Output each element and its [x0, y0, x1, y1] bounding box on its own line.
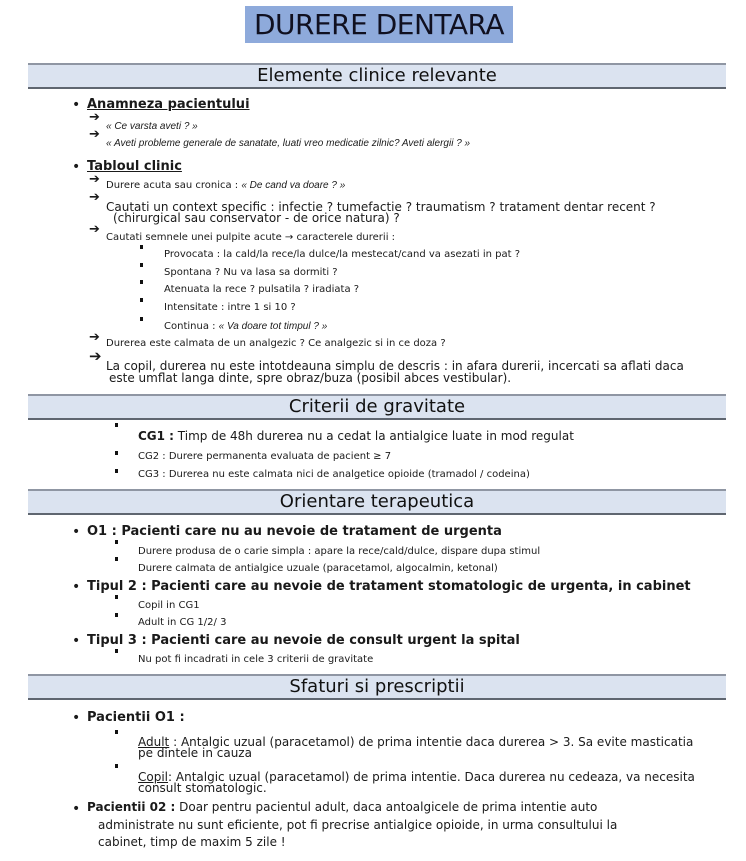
square-bullet-icon [115, 595, 118, 599]
advice-p2-cont: administrate nu sunt eficiente, pot fi precrise antialgice opioide, in urma consultului la [98, 818, 618, 832]
arrow-icon: ➔ [89, 222, 100, 237]
bullet-icon: • [72, 97, 81, 113]
orientation-item: Adult in CG 1/2/ 3 [138, 617, 227, 628]
arrow-icon: ➔ [89, 127, 100, 142]
advice-adult: Adult : Antalgic uzual (paracetamol) de prima intentie daca durerea > 3. Sa evite masticatia [138, 735, 694, 749]
page-title: DURERE DENTARA [245, 6, 513, 43]
arrow-icon: ➔ [89, 110, 100, 125]
tablou-item: Durere acuta sau cronica : « De cand va doare ? » [106, 180, 346, 191]
arrow-icon: ➔ [89, 190, 100, 205]
advice-p2-cont: cabinet, timp de maxim 5 zile ! [98, 835, 286, 849]
arrow-icon: ➔ [89, 172, 100, 187]
tablou-sub-item: Provocata : la cald/la rece/la dulce/la mestecat/cand va asezati in pat ? [164, 249, 521, 260]
square-bullet-icon [140, 298, 143, 302]
tablou-sub-item: Atenuata la rece ? pulsatila ? iradiata ? [164, 284, 360, 295]
square-bullet-icon [115, 423, 118, 427]
square-bullet-icon [115, 730, 118, 734]
square-bullet-icon [140, 245, 143, 249]
bullet-icon: • [72, 801, 81, 817]
section-heading-clinical: Elemente clinice relevante [28, 63, 726, 89]
square-bullet-icon [140, 263, 143, 267]
square-bullet-icon [115, 469, 118, 473]
tablou-sub-item: Spontana ? Nu va lasa sa dormiti ? [164, 267, 338, 278]
criteria-cg2: CG2 : Durere permanenta evaluata de pacient ≥ 7 [138, 451, 392, 462]
criteria-cg3: CG3 : Durerea nu este calmata nici de analgetice opioide (tramadol / codeina) [138, 469, 530, 480]
orientation-t3: Tipul 3 : Pacienti care au nevoie de consult urgent la spital [87, 633, 520, 648]
tablou-item: Durerea este calmata de un analgezic ? Ce analgezic si in ce doza ? [106, 338, 446, 349]
orientation-o1: O1 : Pacienti care nu au nevoie de tratament de urgenta [87, 524, 502, 539]
advice-copil: Copil: Antalgic uzual (paracetamol) de prima intentie. Daca durerea nu cedeaza, va necesita [138, 770, 695, 784]
criteria-cg1: CG1 : Timp de 48h durerea nu a cedat la antialgice luate in mod regulat [138, 429, 574, 443]
square-bullet-icon [115, 557, 118, 561]
square-bullet-icon [115, 649, 118, 653]
advice-copil-cont: consult stomatologic. [138, 781, 267, 795]
tablou-item: La copil, durerea nu este intotdeauna simplu de descris : in afara durerii, incercati sa aflati daca [106, 359, 684, 373]
anamneza-item: « Aveti probleme generale de sanatate, luati vreo medicatie zilnic? Aveti alergii ? » [106, 138, 471, 149]
bullet-icon: • [72, 579, 81, 595]
tablou-item: Cautati un context specific : infectie ? tumefactie ? traumatism ? tratament dentar recent ? [106, 200, 656, 214]
tablou-sub-item: Continua : « Va doare tot timpul ? » [164, 321, 328, 332]
orientation-item: Durere produsa de o carie simpla : apare la rece/cald/dulce, dispare dupa stimul [138, 546, 541, 557]
advice-p2: Pacientii 02 : Doar pentru pacientul adult, daca antoalgicele de prima intentie auto [87, 800, 598, 814]
bullet-icon: • [72, 524, 81, 540]
advice-p1-label: Pacientii O1 : [87, 710, 185, 725]
section-heading-advice: Sfaturi si prescriptii [28, 674, 726, 700]
bullet-icon: • [72, 633, 81, 649]
orientation-item: Durere calmata de antialgice uzuale (paracetamol, algocalmin, ketonal) [138, 563, 498, 574]
anamneza-label: Anamneza pacientului [87, 97, 250, 112]
orientation-t2: Tipul 2 : Pacienti care au nevoie de tratament stomatologic de urgenta, in cabinet [87, 579, 691, 594]
tablou-sub-item: Intensitate : intre 1 si 10 ? [164, 302, 296, 313]
square-bullet-icon [115, 540, 118, 544]
tablou-label: Tabloul clinic [87, 159, 182, 174]
square-bullet-icon [140, 317, 143, 321]
orientation-item: Nu pot fi incadrati in cele 3 criterii de gravitate [138, 654, 374, 665]
section-heading-gravity: Criterii de gravitate [28, 394, 726, 420]
tablou-item-cont: este umflat langa dinte, spre obraz/buza (posibil abces vestibular). [109, 371, 512, 385]
advice-adult-cont: pe dintele in cauza [138, 746, 252, 760]
anamneza-item: « Ce varsta aveti ? » [106, 121, 198, 132]
square-bullet-icon [115, 613, 118, 617]
square-bullet-icon [140, 280, 143, 284]
square-bullet-icon [115, 764, 118, 768]
tablou-item-cont: (chirurgical sau conservator - de orice natura) ? [113, 211, 400, 225]
bullet-icon: • [72, 159, 81, 175]
arrow-icon: ➔ [89, 330, 100, 345]
arrow-icon: ➔ [89, 347, 102, 365]
section-heading-therapy: Orientare terapeutica [28, 489, 726, 515]
bullet-icon: • [72, 710, 81, 726]
square-bullet-icon [115, 451, 118, 455]
tablou-item: Cautati semnele unei pulpite acute → caracterele durerii : [106, 232, 396, 243]
orientation-item: Copil in CG1 [138, 600, 200, 611]
